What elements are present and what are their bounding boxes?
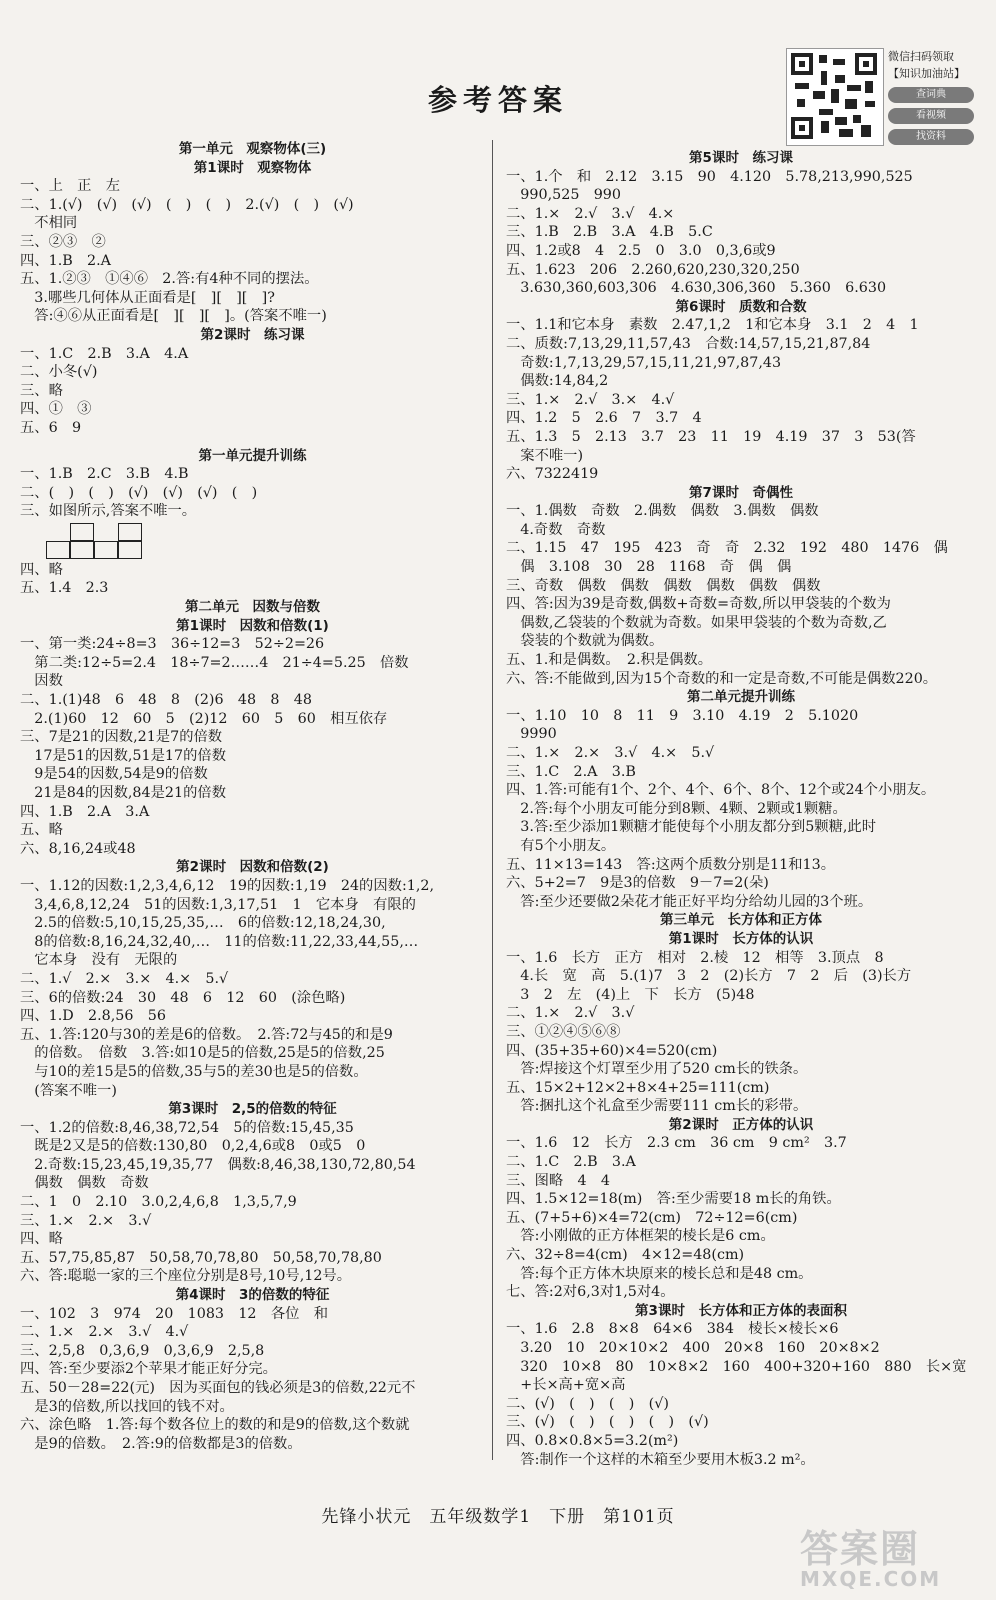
answer-line: 四、1.B 2.A 3.A [20,803,150,820]
answer-line: 答:至少还要做2朵花才能正好平均分给幼儿园的3个班。 [506,893,873,910]
answer-line: (答案不唯一) [20,1082,117,1099]
page-footer: 先锋小状元 五年级数学1 下册 第101页 [321,1507,675,1527]
answer-line: 不相同 [20,215,78,232]
answer-line: 一、1.1和它本身 素数 2.47,1,2 1和它本身 3.1 2 4 1 [506,317,919,334]
answer-line: 一、第一类:24÷8=3 36÷12=3 52÷2=26 [20,636,325,653]
answer-line: 一、1.6 2.8 8×8 64×6 384 棱长×棱长×6 [506,1321,839,1338]
answer-line: 六、8,16,24或48 [20,840,136,857]
answer-line: 答:小刚做的正方体框架的棱长是6 cm。 [506,1228,775,1245]
right-column [506,140,976,1469]
answer-line: 二、1.× 2.× 3.√ 4.√ [20,1324,189,1341]
answer-line: 三、略 [20,382,63,399]
answer-line: 三、7是21的因数,21是7的倍数 [20,729,223,746]
answer-line: 五、略 [20,822,63,839]
answer-line: 8的倍数:8,16,24,32,40,… 11的倍数:11,22,33,44,55,… [20,933,419,950]
answer-line: 奇数:1,7,13,29,57,15,11,21,97,87,43 [506,354,782,371]
answer-line: 答:捆扎这个礼盒至少需要111 cm长的彩带。 [506,1098,808,1115]
section-heading: 第1课时 观察物体 [193,159,312,176]
answer-line: 一、1.C 2.B 3.A 4.A [20,345,189,362]
section-heading: 第2课时 正方体的认识 [668,1116,814,1133]
section-heading: 第二单元 因数与倍数 [185,599,320,616]
answer-line: 2.5的倍数:5,10,15,25,35,… 6的倍数:12,18,24,30, [20,915,386,932]
answer-line: 4.长 宽 高 5.(1)7 3 2 (2)长方 7 2 后 (3)长方 [506,968,912,985]
answer-line: 六、5+2=7 9是3的倍数 9－7=2(朵) [506,875,769,892]
answer-line: 一、1.B 2.C 3.B 4.B [20,466,189,483]
qr-caption: 微信扫码领取 [888,50,954,63]
section-heading: 第7课时 奇偶性 [689,484,793,501]
column-divider [492,140,493,1460]
qr-finder [791,117,813,139]
answer-line: 与10的差15是5的倍数,35与5的差30也是5的倍数。 [20,1063,368,1080]
answer-line: 四、1.5×12=18(m) 答:至少需要18 m长的角铁。 [506,1191,841,1208]
answer-line: 三、(√) ( ) ( ) ( ) (√) [506,1414,709,1431]
answer-line: 三、1.B 2.B 3.A 4.B 5.C [506,224,713,241]
answer-line: 一、上 正 左 [20,178,121,195]
cube-figure [20,521,485,561]
answer-line: 答:④⑥从正面看是[ ][ ][ ]。(答案不唯一) [20,308,327,325]
page-title: 参考答案 [427,83,568,117]
answer-line: 三、奇数 偶数 偶数 偶数 偶数 偶数 偶数 [506,577,821,594]
answer-line: 四、答:因为39是奇数,偶数+奇数=奇数,所以甲袋装的个数为 [506,596,891,613]
answer-line: 偶 3.108 30 28 1168 奇 偶 偶 [506,559,792,576]
section-heading: 第5课时 练习课 [689,150,793,166]
answer-line: 三、①②④⑤⑥⑧ [506,1023,621,1040]
section-heading: 第三单元 长方体和正方体 [660,912,822,929]
answer-line: 二、小冬(√) [20,364,98,381]
section-heading: 第6课时 质数和合数 [675,298,807,315]
qr-code[interactable] [786,48,884,146]
answer-line: 9是54的因数,54是9的倍数 [20,766,208,783]
answer-line: 五、1.4 2.3 [20,580,109,597]
answer-line: 二、1.C 2.B 3.A [506,1154,636,1171]
answer-line: 四、1.答:可能有1个、2个、4个、6个、8个、12个或24个小朋友。 [506,782,936,799]
answer-line: 2.答:每个小朋友可能分到8颗、4颗、2颗或1颗糖。 [506,800,847,817]
answer-line: 三、2,5,8 0,3,6,9 0,3,6,9 2,5,8 [20,1342,265,1359]
watermark-text: 答案圈 [800,1527,921,1571]
answer-line: 既是2又是5的倍数:130,80 0,2,4,6或8 0或5 0 [20,1138,366,1155]
cube-arrangement-icon [40,523,160,559]
answer-line: 五、1.3 5 2.13 3.7 23 11 19 4.19 37 3 53(答 [506,428,916,445]
answer-line: 2.奇数:15,23,45,19,35,77 偶数:8,46,38,130,72,80,54 [20,1156,416,1173]
qr-caption-bracket: 【知识加油站】 [888,67,965,80]
answer-line: 一、1.6 12 长方 2.3 cm 36 cm 9 cm² 3.7 [506,1135,847,1152]
answer-line: 六、答:不能做到,因为15个奇数的和一定是奇数,不可能是偶数220。 [506,670,938,687]
section-heading: 第一单元 观察物体(三) [178,141,327,157]
answer-line: 三、②③ ② [20,233,106,250]
answer-line: 一、1.10 10 8 11 9 3.10 4.19 2 5.1020 [506,707,859,724]
answer-line: 四、1.B 2.A [20,252,112,269]
answer-line: 三、1.× 2.× 3.√ [20,1212,152,1229]
section-heading: 第2课时 练习课 [200,326,305,343]
answer-line: 六、7322419 [506,466,599,483]
answer-line: 答:每个正方体木块原来的棱长总和是48 cm。 [506,1265,813,1282]
qr-finder [855,53,877,75]
video-button[interactable]: 看视频 [888,108,974,124]
section-heading: 第4课时 3的倍数的特征 [175,1287,330,1304]
answer-line: 9990 [506,726,557,743]
answer-line: 四、答:至少要添2个苹果才能正好分完。 [20,1361,277,1378]
answer-line: 一、1.偶数 奇数 2.偶数 偶数 3.偶数 偶数 [506,503,819,520]
answer-line: 二、1.× 2.√ 3.√ [506,1005,635,1022]
answer-line: 是3的倍数,所以找回的钱不对。 [20,1398,234,1415]
answer-line: 3.哪些几何体从正面看是[ ][ ][ ]? [20,289,275,306]
watermark [800,1518,941,1591]
answer-line: 三、图略 4 4 [506,1172,610,1189]
section-heading: 第二单元提升训练 [687,689,795,706]
answer-line: 六、答:聪聪一家的三个座位分别是8号,10号,12号。 [20,1268,352,1285]
answer-line: 第二类:12÷5=2.4 18÷7=2……4 21÷4=5.25 倍数 [20,654,409,671]
answer-line: 六、涂色略 1.答:每个数各位上的数的和是9的倍数,这个数就 [20,1417,410,1434]
section-heading: 第2课时 因数和倍数(2) [176,859,329,876]
answer-line: 一、1.6 长方 正方 相对 2.棱 12 相等 3.顶点 8 [506,949,884,966]
cube-shape [118,541,142,559]
answer-line: 五、1.②③ ①④⑥ 2.答:有4种不同的摆法。 [20,271,319,288]
answer-line: 案不唯一) [506,447,584,464]
answer-line: 是9的倍数。 2.答:9的倍数都是3的倍数。 [20,1435,302,1452]
section-heading: 第3课时 长方体和正方体的表面积 [635,1302,847,1319]
answer-line: 四、1.2 5 2.6 7 3.7 4 [506,410,702,427]
left-column [20,140,485,1453]
section-heading: 第1课时 长方体的认识 [668,930,814,947]
answer-line: 二、1.15 47 195 423 奇 奇 2.32 192 480 1476 偶 [506,540,948,557]
answer-line: 袋装的个数就为偶数。 [506,633,664,650]
answer-line: 17是51的因数,51是17的倍数 [20,747,226,764]
answer-line: 四、① ③ [20,401,92,418]
answer-line: 四、略 [20,561,63,578]
qr-finder [791,53,813,75]
answer-line: 2.(1)60 12 60 5 (2)12 60 5 60 相互依存 [20,710,388,727]
section-heading: 第一单元提升训练 [198,447,307,464]
answer-line: 3 2 左 (4)上 下 长方 (5)48 [506,986,755,1003]
section-heading: 第1课时 因数和倍数(1) [176,617,329,634]
answer-line: 五、57,75,85,87 50,58,70,78,80 50,58,70,78,80 [20,1249,382,1266]
answer-line: 320 10×8 80 10×8×2 160 400+320+160 880 长×宽 [506,1358,967,1375]
answer-line: 它本身 没有 无限的 [20,952,178,969]
answer-line: 二、( ) ( ) (√) (√) (√) ( ) [20,484,258,501]
answer-line: 五、11×13=143 答:这两个质数分别是11和13。 [506,856,835,873]
answer-line: 一、1.12的因数:1,2,3,4,6,12 19的因数:1,19 24的因数:1,2, [20,877,435,894]
answer-line: 四、0.8×0.8×5=3.2(m²) [506,1432,679,1449]
answer-line: 五、15×2+12×2+8×4+25=111(cm) [506,1079,770,1096]
watermark-url: MXQE.COM [800,1567,942,1591]
answer-line: 答:制作一个这样的木箱至少要用木板3.2 m²。 [506,1451,815,1468]
answer-line: 的倍数。 倍数 3.答:如10是5的倍数,25是5的倍数,25 [20,1045,385,1062]
answer-line: 偶数:14,84,2 [506,373,609,390]
spacer [20,438,485,447]
answer-line: 六、32÷8=4(cm) 4×12=48(cm) [506,1247,745,1264]
cube-shape [70,541,94,559]
answer-line: 一、1.个 和 2.12 3.15 90 4.120 5.78,213,990,525 [506,168,913,185]
answer-line: 偶数,乙袋装的个数就为奇数。如果甲袋装的个数为奇数,乙 [506,614,887,631]
answer-line: 五、(7+5+6)×4=72(cm) 72÷12=6(cm) [506,1209,798,1226]
answer-line: 四、1.D 2.8,56 56 [20,1008,166,1025]
answer-line: 四、1.2或8 4 2.5 0 3.0 0,3,6或9 [506,242,776,259]
answer-line: 一、102 3 974 20 1083 12 各位 和 [20,1305,329,1322]
answer-line: 五、1.答:120与30的差是6的倍数。 2.答:72与45的和是9 [20,1026,393,1043]
answer-line: 七、答:2对6,3对1,5对4。 [506,1284,675,1301]
answer-line: 二、1.√ 2.× 3.× 4.× 5.√ [20,970,229,987]
answer-line: 3.630,360,603,306 4.630,306,360 5.360 6.630 [506,280,887,297]
dictionary-button[interactable]: 查词典 [888,87,974,103]
answer-line: 有5个小朋友。 [506,837,616,854]
answer-line: 3,4,6,8,12,24 51的因数:1,3,17,51 1 它本身 有限的 [20,896,416,913]
cube-shape [70,523,94,541]
answer-line: 五、1.和是偶数。 2.积是偶数。 [506,652,712,669]
answer-line: 答:焊接这个灯罩至少用了520 cm长的铁条。 [506,1061,808,1078]
answer-line: 三、1.× 2.√ 3.× 4.√ [506,391,675,408]
answer-line: 二、1.× 2.√ 3.√ 4.× [506,205,675,222]
answer-line: 三、如图所示,答案不唯一。 [20,503,197,520]
answer-line: 二、1.(1)48 6 48 8 (2)6 48 8 48 [20,692,312,709]
cube-shape [118,523,142,541]
cube-shape [94,541,118,559]
answer-line: 二、1 0 2.10 3.0,2,4,6,8 1,3,5,7,9 [20,1194,297,1211]
answer-line: 3.20 10 20×10×2 400 20×8 160 20×8×2 [506,1340,880,1356]
answer-line: 五、50－28=22(元) 因为买面包的钱必须是3的倍数,22元不 [20,1380,416,1396]
answer-line: 21是84的因数,84是21的倍数 [20,785,226,801]
answer-line: 二、质数:7,13,29,11,57,43 合数:14,57,15,21,87,84 [506,335,871,352]
answer-line: 三、6的倍数:24 30 48 6 12 60 (涂色略) [20,989,346,1006]
answer-line: +长×高+宽×高 [506,1377,626,1394]
answer-line: 二、(√) ( ) ( ) (√) [506,1395,669,1412]
answer-line: 3.答:至少添加1颗糖才能使每个小朋友都分到5颗糖,此时 [506,819,877,836]
section-heading: 第3课时 2,5的倍数的特征 [168,1101,337,1118]
cube-shape [46,541,70,559]
spacer [506,140,976,149]
qr-side-panel [888,48,988,145]
answer-line: 五、6 9 [20,419,82,436]
answer-line: 偶数 偶数 奇数 [20,1175,149,1192]
answer-line: 一、1.2的倍数:8,46,38,72,54 5的倍数:15,45,35 [20,1119,354,1136]
answer-line: 二、1.(√) (√) (√) ( ) ( ) 2.(√) ( ) (√) [20,196,354,213]
answer-line: 因数 [20,673,63,690]
answer-line: 四、(35+35+60)×4=520(cm) [506,1042,718,1059]
answer-line: 四、略 [20,1231,63,1248]
answer-line: 五、1.623 206 2.260,620,230,320,250 [506,261,800,278]
materials-button[interactable]: 找资料 [888,129,974,145]
answer-line: 990,525 990 [506,187,622,204]
answer-line: 二、1.× 2.× 3.√ 4.× 5.√ [506,745,715,761]
answer-line: 4.奇数 奇数 [506,521,606,538]
answer-line: 三、1.C 2.A 3.B [506,763,636,780]
